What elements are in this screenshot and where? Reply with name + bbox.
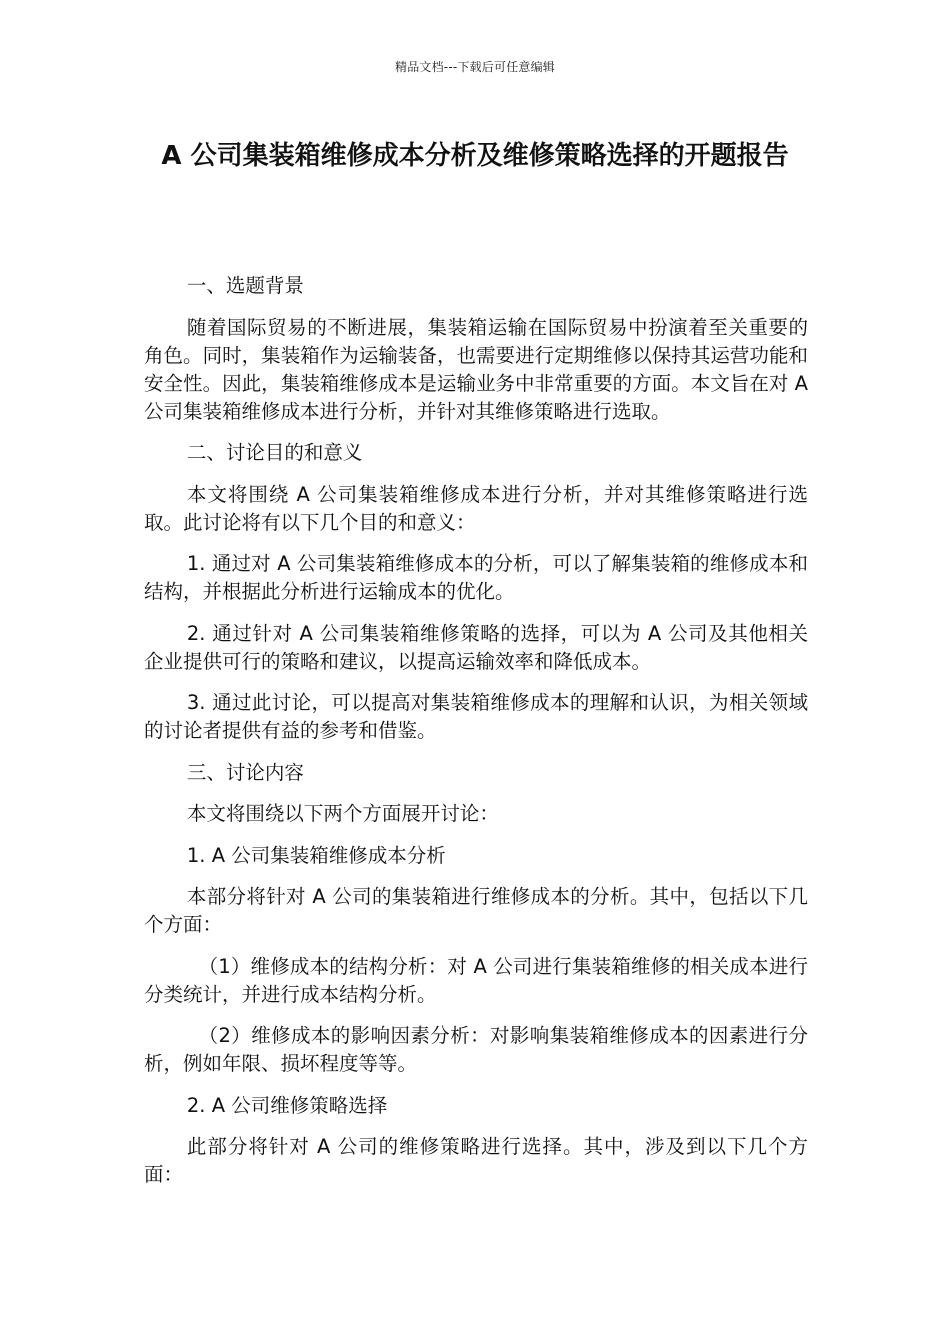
section-heading-content: 三、讨论内容	[186, 760, 304, 784]
background-paragraph: 随着国际贸易的不断进展，集装箱运输在国际贸易中扮演着至关重要的角色。同时，集装箱作为运输装备，也需要进行定期维修以保持其运营功能和安全性。因此，集装箱维修成本是运输业务中非常重要的方面。本文旨在对 A 公司集装箱维修成本进行分析，并针对其维修策略进行选取。	[144, 315, 808, 423]
purpose-intro-paragraph: 本文将围绕 A 公司集装箱维修成本进行分析，并对其维修策略进行选取。此讨论将有以下几个目的和意义：	[144, 482, 808, 534]
cost-analysis-paragraph: 本部分将针对 A 公司的集装箱进行维修成本的分析。其中，包括以下几个方面：	[144, 885, 808, 936]
document-title: A 公司集装箱维修成本分析及维修策略选择的开题报告	[161, 141, 789, 171]
section-heading-background: 一、选题背景	[186, 274, 304, 297]
subsection-heading-strategy: 2. A 公司维修策略选择	[186, 1093, 388, 1117]
cost-analysis-item-1: （1）维修成本的结构分析：对 A 公司进行集装箱维修的相关成本进行分类统计，并进行成本结构分析。	[144, 954, 808, 1006]
cost-analysis-item-2: （2）维修成本的影响因素分析：对影响集装箱维修成本的因素进行分析，例如年限、损坏程度等等。	[144, 1024, 808, 1075]
purpose-item-2: 2. 通过针对 A 公司集装箱维修策略的选择，可以为 A 公司及其他相关企业提供可行的策略和建议，以提高运输效率和降低成本。	[144, 621, 808, 673]
header-note: 精品文档---下载后可任意编辑	[395, 60, 555, 74]
strategy-paragraph: 此部分将针对 A 公司的维修策略进行选择。其中，涉及到以下几个方面：	[144, 1135, 808, 1186]
content-intro-paragraph: 本文将围绕以下两个方面展开讨论：	[186, 802, 499, 825]
purpose-item-1: 1. 通过对 A 公司集装箱维修成本的分析，可以了解集装箱的维修成本和结构，并根据此分析进行运输成本的优化。	[144, 552, 808, 603]
section-heading-purpose: 二、讨论目的和意义	[186, 441, 363, 464]
purpose-item-3: 3. 通过此讨论，可以提高对集装箱维修成本的理解和认识，为相关领域的讨论者提供有益的参考和借鉴。	[144, 691, 808, 742]
document-body	[144, 272, 808, 1203]
subsection-heading-cost-analysis: 1. A 公司集装箱维修成本分析	[186, 843, 446, 867]
